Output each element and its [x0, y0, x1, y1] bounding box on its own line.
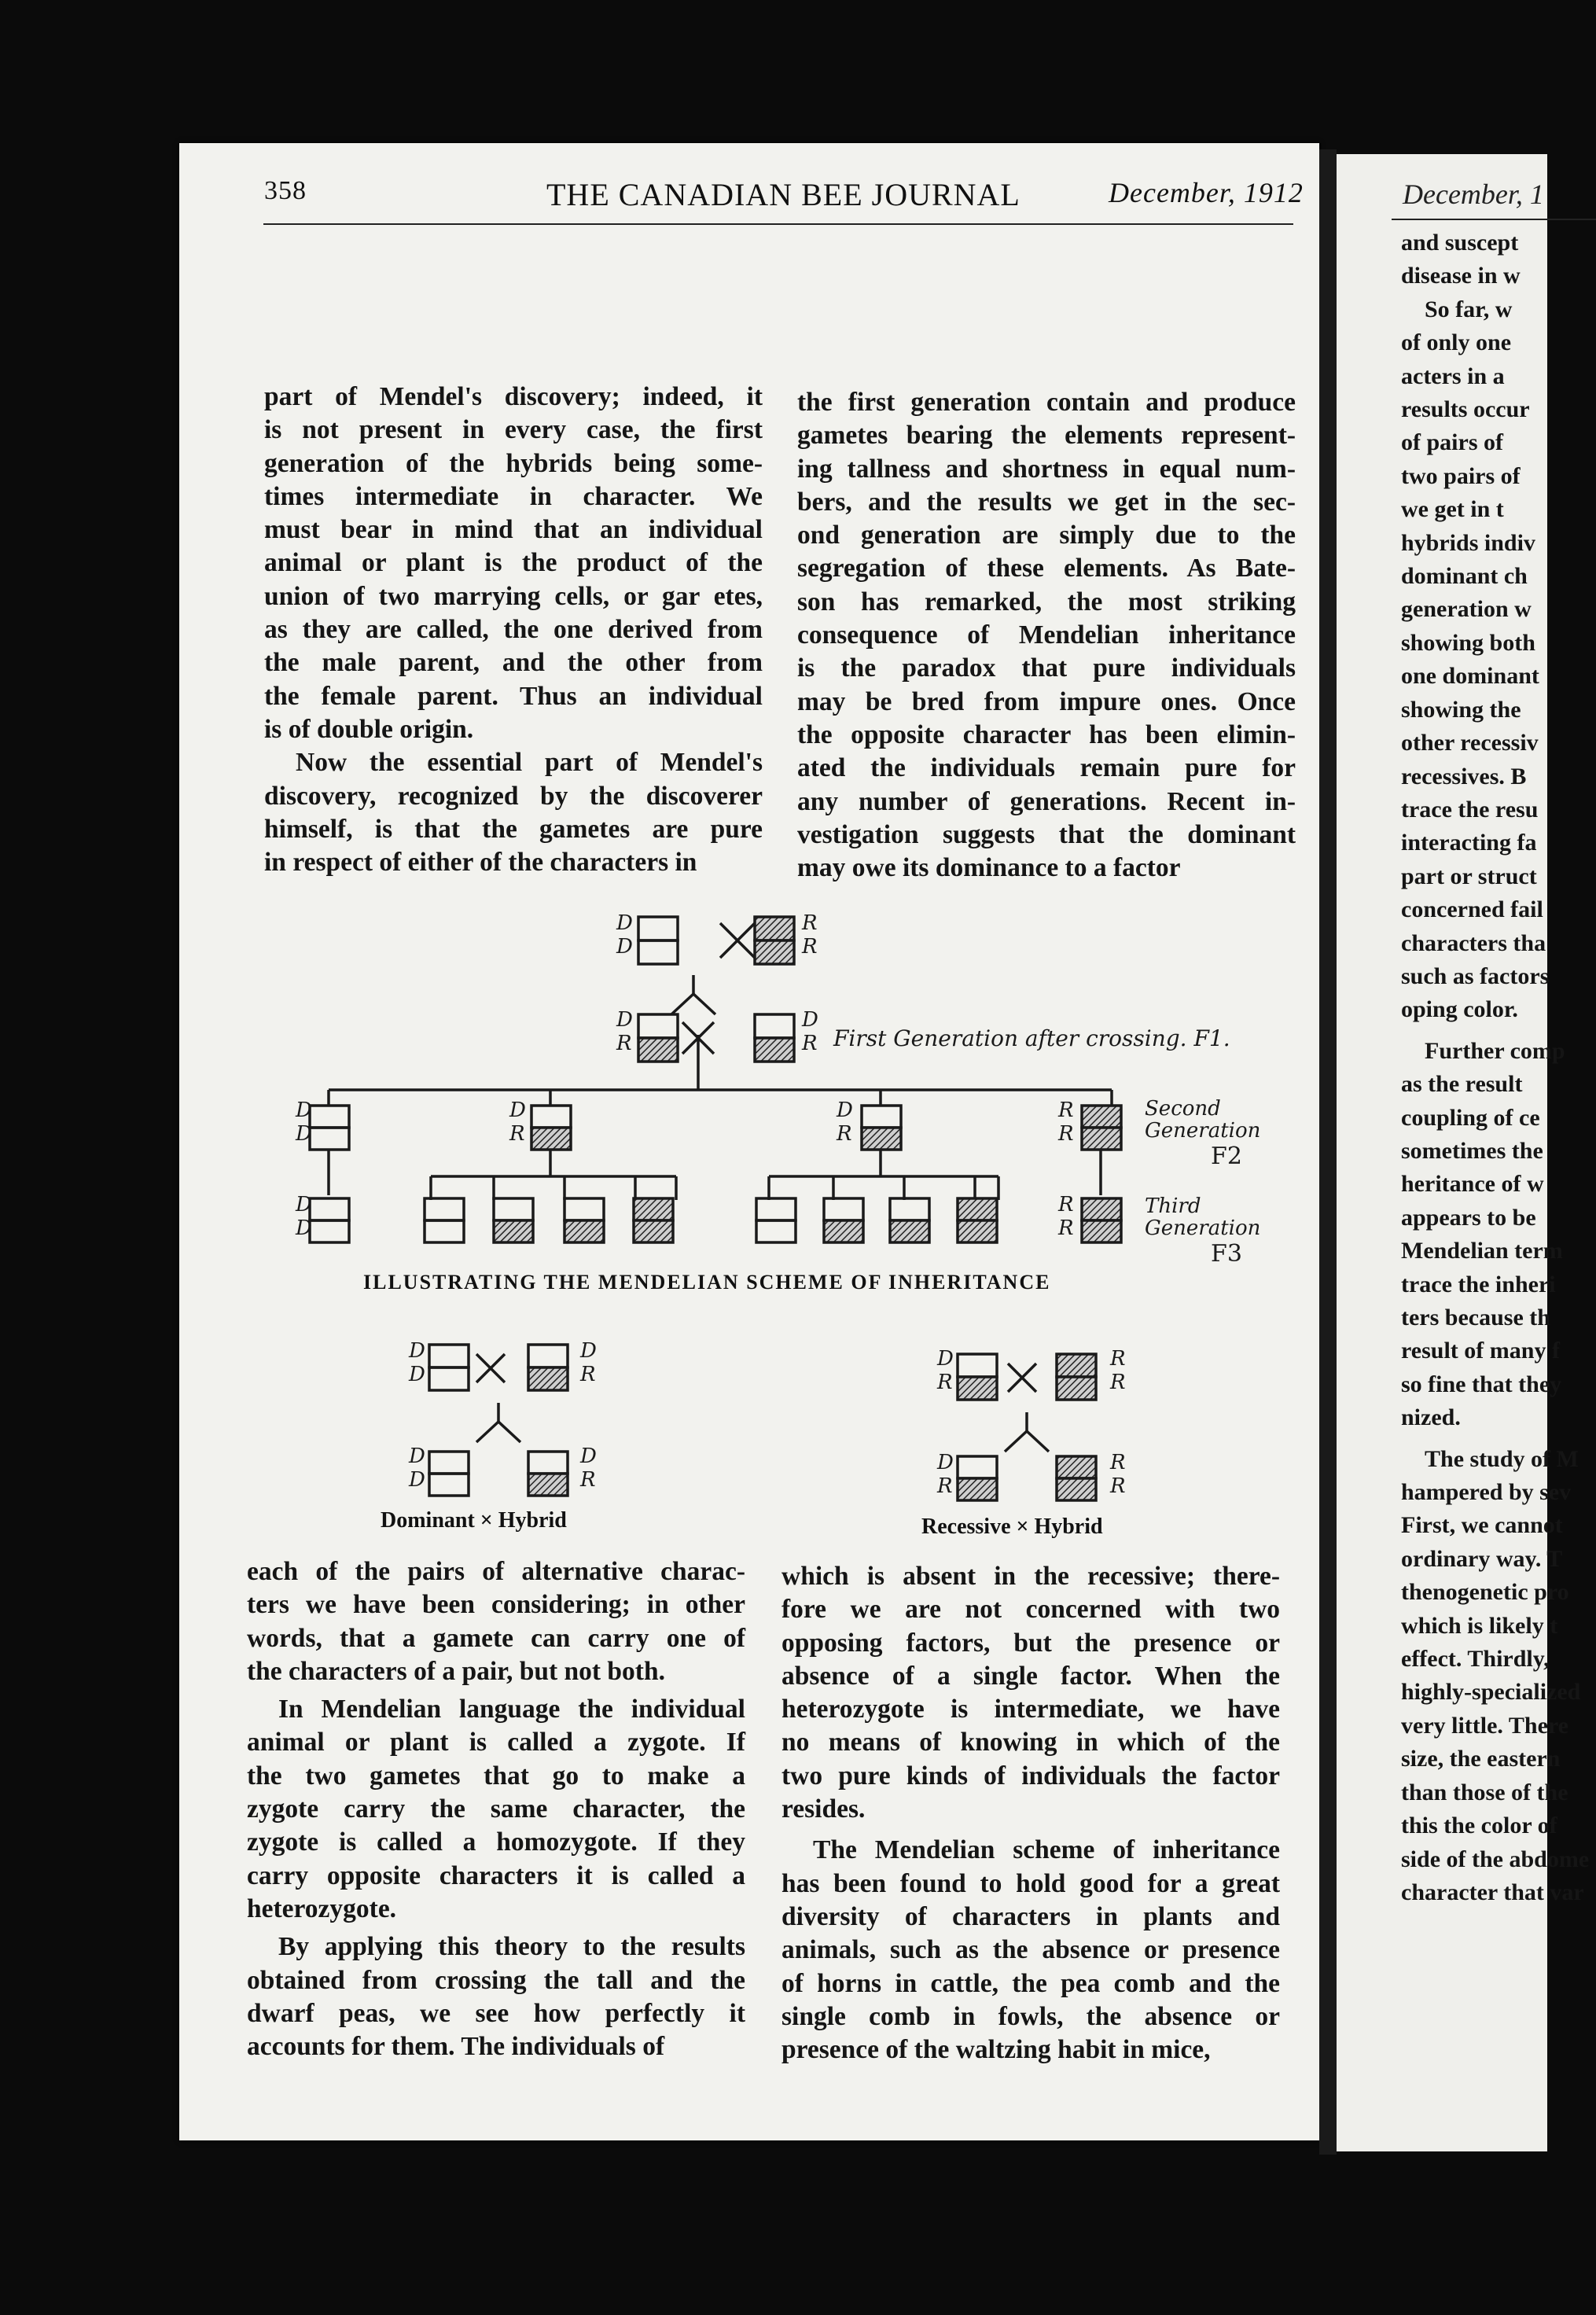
text-line: result of many f [1401, 1338, 1560, 1364]
third-generation-label: Generation [1145, 1216, 1261, 1240]
text-line: single comb in fowls, the absence or [781, 2001, 1280, 2031]
text-line: Further comp [1425, 1037, 1565, 1064]
caption-recessive-hybrid: Recessive × Hybrid [921, 1515, 1103, 1539]
text-line: presence of the waltzing habit in mice, [781, 2035, 1211, 2065]
text-line: diversity of characters in plants and [781, 1901, 1280, 1931]
text-line: part of Mendel's discovery; indeed, it [264, 382, 763, 411]
letter-r: R [802, 935, 818, 959]
letter-d: D [409, 1339, 425, 1363]
letter-r: R [1110, 1451, 1126, 1474]
text-line: ond generation are simply due to the [797, 521, 1296, 550]
text-line: must bear in mind that an individual [264, 515, 763, 545]
text-line: we get in t [1401, 496, 1504, 523]
page-gutter [1319, 149, 1337, 2155]
column-top-left [264, 381, 763, 879]
letter-r: R [1110, 1474, 1126, 1498]
text-line: animal or plant is called a zygote. If [247, 1728, 745, 1757]
text-line: So far, w [1425, 296, 1513, 322]
text-line: son has remarked, the most striking [797, 587, 1296, 616]
text-line: By applying this theory to the results [278, 1932, 745, 1962]
text-line: ing tallness and shortness in equal num- [797, 454, 1296, 484]
letter-r: R [937, 1371, 953, 1394]
text-line: other recessiv [1401, 730, 1539, 756]
text-line: is not present in every case, the first [264, 415, 763, 445]
f3-label: F3 [1211, 1240, 1242, 1268]
letter-d: D [409, 1363, 425, 1386]
letter-r: R [837, 1122, 852, 1146]
text-line: In Mendelian language the individual [278, 1695, 745, 1724]
text-line: disease in w [1401, 263, 1521, 289]
text-line: zygote is called a homozygote. If they [247, 1827, 745, 1857]
text-line: acters in a [1401, 363, 1505, 389]
column-top-right [797, 386, 1296, 885]
text-line: in respect of either of the characters in [264, 848, 697, 878]
text-line: fore we are not concerned with two [781, 1595, 1280, 1625]
text-line: each of the pairs of alternative charac- [247, 1557, 745, 1586]
text-line: segregation of these elements. As Bate- [797, 554, 1296, 583]
text-line: vestigation suggests that the dominant [797, 819, 1296, 849]
letter-r: R [1058, 1193, 1074, 1216]
letter-r: R [580, 1468, 596, 1492]
text-line: and suscept [1401, 230, 1519, 256]
text-line: ated the individuals remain pure for [797, 753, 1296, 783]
text-line: very little. There [1401, 1712, 1568, 1739]
text-line: discovery, recognized by the discoverer [264, 781, 763, 811]
text-line: sometimes the [1401, 1137, 1543, 1164]
text-line: ters because th [1401, 1305, 1550, 1330]
text-line: characters tha [1401, 929, 1546, 956]
text-line: no means of knowing in which of the [781, 1728, 1280, 1757]
right-page-rule [1392, 219, 1596, 220]
text-line: The study of M [1425, 1445, 1579, 1472]
text-line: size, the eastern [1401, 1746, 1561, 1772]
letter-r: R [1058, 1099, 1074, 1122]
text-line: such as factors [1401, 962, 1550, 989]
text-line: absence of a single factor. When the [781, 1661, 1280, 1691]
text-line: appears to be [1401, 1204, 1536, 1231]
letter-d: D [580, 1445, 597, 1468]
text-line: any number of generations. Recent in- [797, 786, 1296, 816]
text-line: effect. Thirdly, [1401, 1646, 1550, 1673]
text-line: thenogenetic pro [1401, 1579, 1569, 1606]
second-generation-label: Generation [1145, 1119, 1261, 1143]
letter-d: D [509, 1099, 526, 1122]
letter-d: D [616, 911, 633, 935]
text-line: results occur [1401, 396, 1530, 423]
text-line: trace the inheri [1401, 1271, 1556, 1297]
text-line: resides. [781, 1794, 866, 1824]
column-bottom-right [781, 1560, 1280, 2067]
header-rule [263, 223, 1293, 225]
text-line: as the result [1401, 1071, 1523, 1098]
text-line: The Mendelian scheme of inheritance [813, 1835, 1280, 1865]
text-line: two pairs of [1401, 462, 1521, 489]
journal-title: THE CANADIAN BEE JOURNAL [546, 177, 1020, 212]
third-generation-label: Third [1145, 1194, 1201, 1218]
page-number: 358 [264, 176, 307, 205]
text-line: side of the abdome [1401, 1846, 1590, 1872]
text-line: heritance of w [1401, 1171, 1544, 1198]
text-line: may owe its dominance to a factor [797, 853, 1181, 883]
figure-title: ILLUSTRATING THE MENDELIAN SCHEME OF INHERITANCE [363, 1271, 1051, 1294]
text-line: the characters of a pair, but not both. [247, 1656, 665, 1686]
text-line: recessives. B [1401, 763, 1527, 789]
caption-dominant-hybrid: Dominant × Hybrid [381, 1508, 567, 1533]
letter-d: D [616, 1008, 633, 1032]
text-line: animal or plant is the product of the [264, 548, 763, 578]
text-line: highly-specialized [1401, 1679, 1581, 1706]
issue-date: December, 1912 [1109, 177, 1304, 208]
text-line: oping color. [1401, 996, 1518, 1023]
text-line: animals, such as the absence or presence [781, 1935, 1280, 1965]
text-line: of only one [1401, 329, 1512, 356]
text-line: showing both [1401, 629, 1535, 656]
text-line: First, we cannot [1401, 1512, 1563, 1539]
text-line: Now the essential part of Mendel's [296, 748, 763, 778]
text-line: so fine that they [1401, 1371, 1562, 1397]
letter-d: D [937, 1451, 954, 1474]
text-line: generation w [1401, 596, 1532, 623]
letter-d: D [296, 1216, 312, 1240]
f2-label: F2 [1211, 1143, 1242, 1170]
text-line: one dominant [1401, 663, 1539, 690]
letter-d: D [296, 1122, 312, 1146]
letter-d: D [616, 935, 633, 959]
letter-d: D [802, 1008, 818, 1032]
letter-d: D [409, 1445, 425, 1468]
letter-d: D [296, 1193, 312, 1216]
letter-d: D [296, 1099, 312, 1122]
text-line: heterozygote. [247, 1894, 397, 1923]
text-line: words, that a gamete can carry one of [247, 1623, 745, 1653]
text-line: dominant ch [1401, 563, 1528, 590]
text-line: showing the [1401, 696, 1521, 723]
text-line: carry opposite characters it is called a [247, 1860, 745, 1890]
letter-r: R [802, 1032, 818, 1055]
text-line: coupling of ce [1401, 1104, 1540, 1131]
first-generation-label: First Generation after crossing. F1. [833, 1025, 1230, 1051]
text-line: which is absent in the recessive; there- [781, 1562, 1280, 1591]
text-line: may be bred from impure ones. Once [797, 686, 1296, 716]
letter-d: D [580, 1339, 597, 1363]
text-line: trace the resu [1401, 796, 1539, 823]
text-line: two pure kinds of individuals the factor [781, 1761, 1280, 1791]
letter-r: R [1110, 1371, 1126, 1394]
text-line: bers, and the results we get in the sec- [797, 487, 1296, 517]
letter-r: R [616, 1032, 632, 1055]
text-line: character that var [1401, 1879, 1584, 1905]
text-line: the first generation contain and produce [797, 388, 1296, 417]
letter-d: D [409, 1468, 425, 1492]
text-line: is of double origin. [264, 714, 474, 744]
letter-r: R [1110, 1347, 1126, 1371]
right-page-text [1401, 226, 1589, 1909]
text-line: has been found to hold good for a great [781, 1868, 1280, 1898]
text-line: than those of the [1401, 1779, 1568, 1805]
text-line: opposing factors, but the presence or [781, 1628, 1280, 1658]
text-line: Mendelian term [1401, 1238, 1563, 1264]
text-line: obtained from crossing the tall and the [247, 1965, 745, 1995]
text-line: is the paradox that pure individuals [797, 653, 1296, 683]
text-line: part or struct [1401, 863, 1537, 889]
text-line: of pairs of [1401, 429, 1503, 456]
text-line: accounts for them. The individuals of [247, 2032, 665, 2062]
letter-r: R [1058, 1122, 1074, 1146]
text-line: the female parent. Thus an individual [264, 681, 763, 711]
text-line: the opposite character has been elimin- [797, 720, 1296, 749]
letter-r: R [1058, 1216, 1074, 1240]
text-line: concerned fail [1401, 896, 1543, 923]
text-line: generation of the hybrids being some- [264, 448, 763, 478]
right-page-date: December, 1 [1403, 179, 1544, 210]
text-line: dwarf peas, we see how perfectly it [247, 1998, 745, 2028]
text-line: ters we have been considering; in other [247, 1590, 745, 1620]
text-line: hybrids indiv [1401, 529, 1535, 556]
letter-d: D [837, 1099, 853, 1122]
letter-d: D [937, 1347, 954, 1371]
text-line: zygote carry the same character, the [247, 1794, 745, 1824]
right-page [1337, 154, 1590, 2151]
letter-r: R [937, 1474, 953, 1498]
text-line: heterozygote is intermediate, we have [781, 1695, 1280, 1724]
text-line: union of two marrying cells, or gar etes, [264, 581, 763, 611]
text-line: nized. [1401, 1404, 1461, 1431]
text-line: of horns in cattle, the pea comb and the [781, 1968, 1280, 1998]
text-line: hampered by sev [1401, 1479, 1572, 1506]
letter-r: R [580, 1363, 596, 1386]
text-line: as they are called, the one derived from [264, 615, 763, 645]
text-line: this the color of [1401, 1813, 1557, 1839]
text-line: interacting fa [1401, 830, 1537, 856]
letter-r: R [802, 911, 818, 935]
text-line: himself, is that the gametes are pure [264, 814, 763, 844]
letter-r: R [509, 1122, 525, 1146]
second-generation-label: Second [1145, 1097, 1221, 1121]
text-line: gametes bearing the elements represent- [797, 421, 1296, 451]
text-line: ordinary way. T [1401, 1545, 1563, 1572]
text-line: consequence of Mendelian inheritance [797, 620, 1296, 650]
text-line: which is likely t [1401, 1612, 1558, 1639]
text-line: times intermediate in character. We [264, 481, 763, 511]
column-bottom-left [247, 1555, 745, 2063]
text-line: the two gametes that go to make a [247, 1761, 745, 1791]
text-line: the male parent, and the other from [264, 648, 763, 678]
